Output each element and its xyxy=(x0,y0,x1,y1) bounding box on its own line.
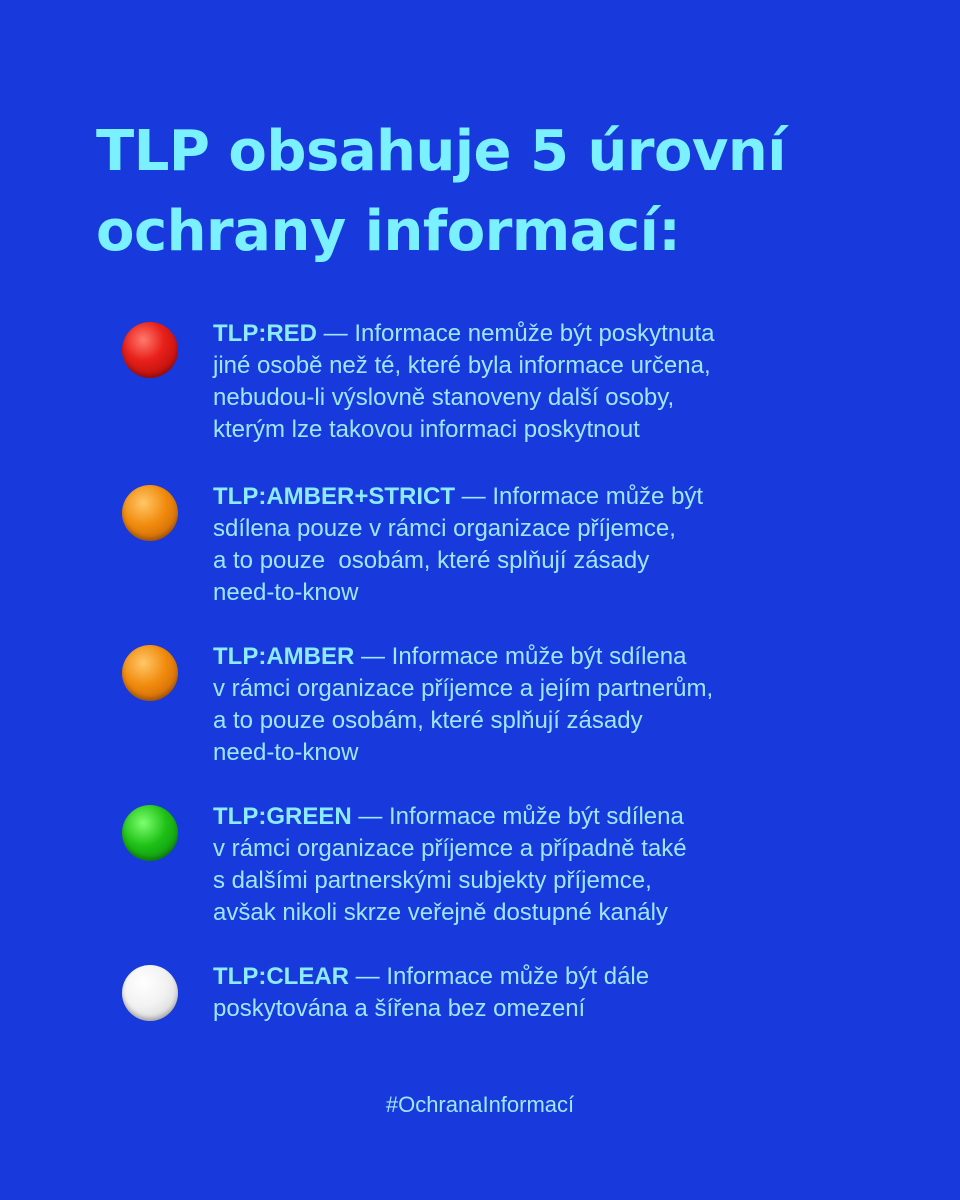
red-circle-icon xyxy=(122,322,178,378)
description-line: sdílena pouze v rámci organizace příjemce, xyxy=(213,515,676,542)
description-line: poskytována a šířena bez omezení xyxy=(213,995,586,1022)
description-line: avšak nikoli skrze veřejně dostupné kanály xyxy=(213,899,668,926)
description-line: a to pouze osobám, které splňují zásady xyxy=(213,547,650,574)
description-line: TLP:AMBER+STRICT — Informace může být xyxy=(213,483,704,510)
tlp-green-description xyxy=(213,801,853,929)
description-line: jiné osobě než té, které byla informace určena, xyxy=(213,352,711,379)
description-line: nebudou-li výslovně stanoveny další osoby, xyxy=(213,384,675,411)
description-line: a to pouze osobám, které splňují zásady xyxy=(213,707,643,734)
tlp-red-description xyxy=(213,318,853,446)
tlp-amber-description xyxy=(213,641,853,769)
description-line: need-to-know xyxy=(213,579,359,606)
tlp-label: TLP:AMBER+STRICT xyxy=(213,483,455,510)
tlp-clear-description xyxy=(213,961,853,1025)
description-line: need-to-know xyxy=(213,739,359,766)
tlp-label: TLP:RED xyxy=(213,320,317,347)
description-line: kterým lze takovou informaci poskytnout xyxy=(213,416,640,443)
description-line: TLP:AMBER — Informace může být sdílena xyxy=(213,643,687,670)
title-line-1: TLP obsahuje 5 úrovní xyxy=(96,119,786,184)
orange-circle-icon xyxy=(122,485,178,541)
description-line: TLP:GREEN — Informace může být sdílena xyxy=(213,803,684,830)
description-line: TLP:CLEAR — Informace může být dále xyxy=(213,963,650,990)
title-line-2: ochrany informací: xyxy=(96,199,681,264)
description-line: TLP:RED — Informace nemůže být poskytnuta xyxy=(213,320,715,347)
description-line: s dalšími partnerskými subjekty příjemce, xyxy=(213,867,652,894)
tlp-amber-strict-description xyxy=(213,481,853,609)
tlp-label: TLP:AMBER xyxy=(213,643,355,670)
green-circle-icon xyxy=(122,805,178,861)
tlp-label: TLP:CLEAR xyxy=(213,963,349,990)
page-title xyxy=(96,112,896,272)
description-line: v rámci organizace příjemce a jejím partnerům, xyxy=(213,675,714,702)
white-circle-icon xyxy=(122,965,178,1021)
tlp-label: TLP:GREEN xyxy=(213,803,352,830)
orange-circle-icon xyxy=(122,645,178,701)
description-line: v rámci organizace příjemce a případně také xyxy=(213,835,687,862)
hashtag: #OchranaInformací xyxy=(385,1092,575,1117)
